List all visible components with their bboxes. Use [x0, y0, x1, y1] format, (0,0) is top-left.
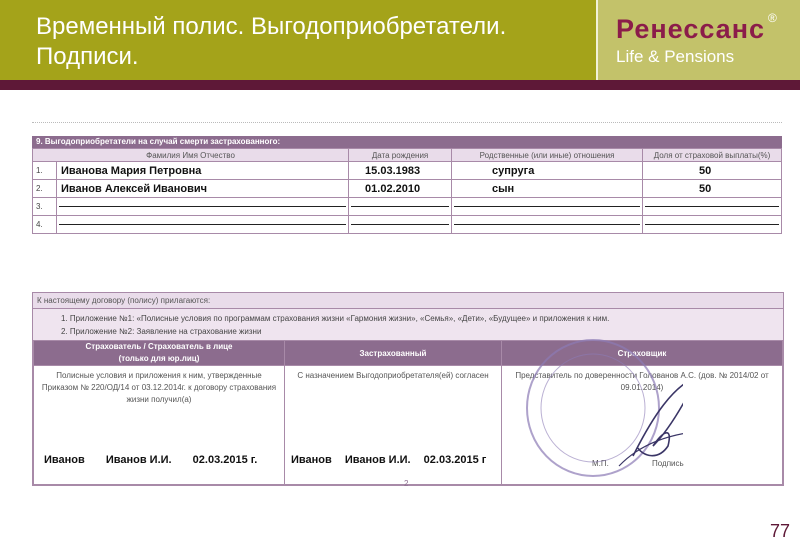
insurer-header: Страховщик	[502, 341, 783, 366]
beneficiary-share: 50	[643, 162, 782, 180]
insured-header: Застрахованный	[285, 341, 502, 366]
attachment-item: 1. Приложение №1: «Полисные условия по программам страхования жизни «Гармония жизни», «Семья», «Дети», «Будущее» и приложения к ним.	[61, 314, 610, 323]
column-header-birth: Дата рождения	[349, 149, 452, 162]
stamp-place-label: М.П.	[592, 459, 609, 468]
beneficiary-birth: 01.02.2010	[349, 180, 452, 198]
beneficiary-name: Иванов Алексей Иванович	[57, 180, 349, 198]
slide-header	[0, 0, 800, 80]
beneficiary-name	[57, 198, 349, 216]
policyholder-header: Страхователь / Страхователь в лице (только для юр.лиц)	[34, 341, 285, 366]
signature-surname: Иванов	[291, 454, 332, 466]
beneficiaries-section	[32, 136, 782, 234]
beneficiary-relation: сын	[452, 180, 643, 198]
logo-registered-mark: ®	[768, 11, 777, 25]
logo-name: Ренессанс	[616, 14, 766, 44]
column-header-share: Доля от страховой выплаты(%)	[643, 149, 782, 162]
attachments-title: К настоящему договору (полису) прилагаются:	[33, 293, 783, 309]
slide-title: Временный полис. Выгодоприобретатели. Подписи.	[36, 13, 507, 70]
beneficiary-name	[57, 216, 349, 234]
table-row	[33, 180, 782, 198]
table-row	[33, 198, 782, 216]
company-logo	[596, 0, 800, 80]
insured-cell	[285, 366, 502, 485]
table-header-row	[33, 149, 782, 162]
attachment-item: 2. Приложение №2: Заявление на страхование жизни	[61, 327, 262, 336]
column-header-relation: Родственные (или иные) отношения	[452, 149, 643, 162]
policyholder-signature	[44, 454, 275, 466]
signature-surname: Иванов	[44, 454, 85, 466]
signature-name: Иванов И.И.	[344, 454, 411, 466]
column-header-name: Фамилия Имя Отчество	[33, 149, 349, 162]
insured-signature	[291, 454, 504, 466]
company-stamp	[523, 336, 683, 486]
row-number: 4.	[33, 216, 57, 234]
beneficiary-relation	[452, 198, 643, 216]
signature-date: 02.03.2015 г	[423, 454, 487, 466]
policyholder-text: Полисные условия и приложения к ним, утвержденные Приказом № 220/ОД/14 от 03.12.2014г. к договору страхования жизни получил(а)	[41, 371, 277, 404]
beneficiary-share	[643, 198, 782, 216]
beneficiary-share	[643, 216, 782, 234]
beneficiaries-title: 9. Выгодоприобретатели на случай смерти застрахованного:	[32, 136, 782, 148]
row-number: 2.	[33, 180, 57, 198]
beneficiary-birth: 15.03.1983	[349, 162, 452, 180]
header-stripe	[0, 80, 800, 90]
divider	[32, 122, 782, 123]
beneficiary-birth	[349, 216, 452, 234]
table-row	[33, 162, 782, 180]
table-row	[33, 216, 782, 234]
logo-subtitle: Life & Pensions	[616, 47, 735, 66]
beneficiary-name: Иванова Мария Петровна	[57, 162, 349, 180]
row-number: 1.	[33, 162, 57, 180]
beneficiary-share: 50	[643, 180, 782, 198]
beneficiaries-table	[32, 148, 782, 234]
beneficiary-birth	[349, 198, 452, 216]
slide-number: 77	[770, 521, 791, 541]
row-number: 3.	[33, 198, 57, 216]
insurer-text: Представитель по доверенности Голованов А.С. (дов. № 2014/02 от 09.01.2014)	[515, 371, 769, 392]
insured-text: С назначением Выгодоприобретателя(ей) согласен	[297, 371, 489, 380]
signature-name: Иванов И.И.	[105, 454, 172, 466]
policyholder-cell	[34, 366, 285, 485]
page-number: 2	[404, 479, 409, 488]
beneficiary-relation	[452, 216, 643, 234]
signature-date: 02.03.2015 г.	[192, 454, 258, 466]
signature-label: Подпись	[652, 459, 684, 468]
beneficiary-relation: супруга	[452, 162, 643, 180]
